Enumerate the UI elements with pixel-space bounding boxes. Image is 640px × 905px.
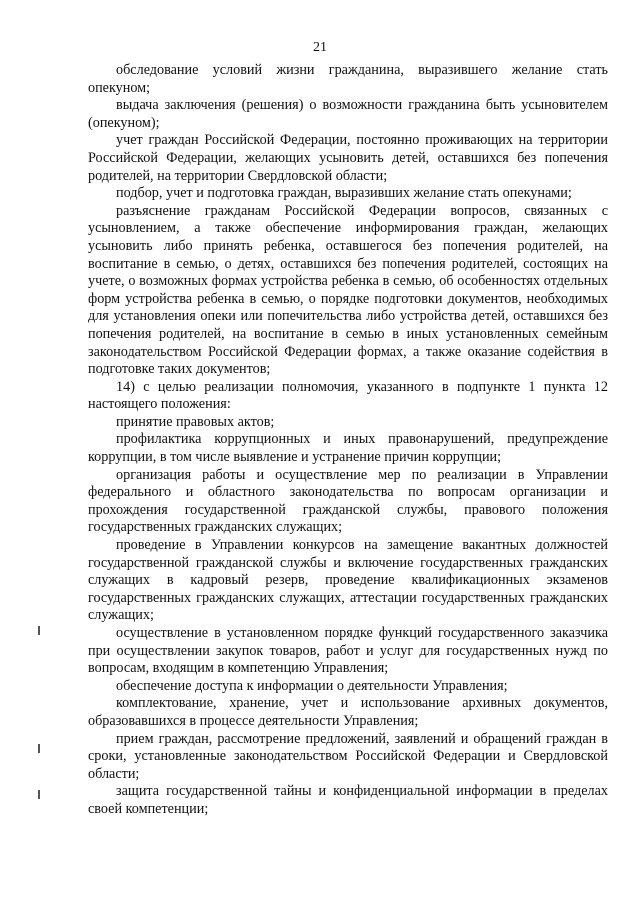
- paragraph-competitions: проведение в Управлении конкурсов на замещение вакантных должностей государственной гражданской службы и включение государственных гражданских служащих в кадровый резерв, проведение квалификационных экзаменов государственных гражданских служащих, аттестации государственных гражданских служащих;: [88, 537, 608, 624]
- paragraph-state-secret: защита государственной тайны и конфиденциальной информации в пределах своей компетенции;: [88, 783, 608, 817]
- paragraph-procurement: осуществление в установленном порядке функций государственного заказчика при осуществлении закупок товаров, работ и услуг для государственных нужд по вопросам, входящим в компетенцию Управления;: [88, 625, 608, 677]
- paragraph-explanation: разъяснение гражданам Российской Федерации вопросов, связанных с усыновлением, а также обеспечение информирования граждан, желающих усыновить либо принять ребенка, оставшегося без попечения родителей, на воспитание в семью, о детях, оставшихся без попечения родителей, состоящих на учете, о возможных формах устройства ребенка в семью, об особенностях отдельных форм устройства ребенка в семью, о порядке подготовки документов, необходимых для установления опеки или попечительства либо устройства детей, оставшихся без попечения родителей, на воспитание в семью в иных установленных семейным законодательством Российской Федерации формах, а также оказание содействия в подготовке таких документов;: [88, 202, 608, 378]
- scan-margin-mark: [38, 790, 40, 799]
- scan-margin-mark: [38, 744, 40, 753]
- paragraph-legal-acts: принятие правовых актов;: [116, 413, 275, 430]
- paragraph-registration: учет граждан Российской Федерации, постоянно проживающих на территории Российской Федерации, желающих усыновить детей, оставшихся без попечения родителей, на территории Свердловской области;: [88, 132, 608, 184]
- paragraph-archives: комплектование, хранение, учет и использование архивных документов, образовавшихся в процессе деятельности Управления;: [88, 695, 608, 729]
- paragraph-inspection: обследование условий жизни гражданина, выразившего желание стать опекуном;: [88, 62, 608, 96]
- scan-margin-mark: [38, 626, 40, 635]
- paragraph-selection: подбор, учет и подготовка граждан, выразивших желание стать опекунами;: [116, 185, 572, 202]
- paragraph-citizen-appeals: прием граждан, рассмотрение предложений, заявлений и обращений граждан в сроки, установленные законодательством Российской Федерации и Свердловской области;: [88, 730, 608, 782]
- paragraph-item-14: 14) с целью реализации полномочия, указанного в подпункте 1 пункта 12 настоящего положения:: [88, 378, 608, 413]
- paragraph-conclusion: выдача заключения (решения) о возможности гражданина быть усыновителем (опекуном);: [88, 97, 608, 131]
- page-number: 21: [313, 40, 327, 55]
- paragraph-information-access: обеспечение доступа к информации о деятельности Управления;: [116, 677, 508, 694]
- paragraph-civil-service: организация работы и осуществление мер по реализации в Управлении федерального и областного законодательства по вопросам организации и прохождения государственной гражданской службы, правового положения государственных гражданских служащих;: [88, 466, 608, 536]
- paragraph-anticorruption: профилактика коррупционных и иных правонарушений, предупреждение коррупции, в том числе выявление и устранение причин коррупции;: [88, 431, 608, 466]
- document-body: [88, 62, 608, 819]
